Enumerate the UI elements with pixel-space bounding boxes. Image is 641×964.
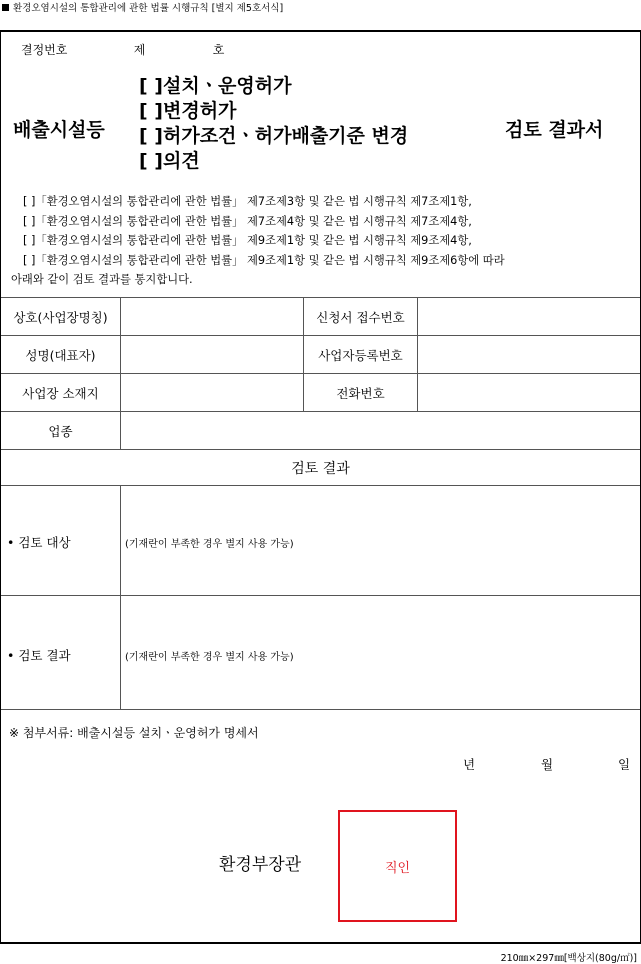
square-bullet-icon <box>2 4 9 11</box>
address-input[interactable] <box>121 374 303 411</box>
review-target-hint: (기재란이 부족한 경우 별지 사용 가능) <box>125 539 294 550</box>
caption-text: 환경오염시설의 통합관리에 관한 법률 시행규칙 [별지 제5호서식] <box>13 3 284 14</box>
company-label: 상호(사업장명칭) <box>13 309 108 325</box>
receipt-no-input[interactable] <box>418 298 640 335</box>
biz-reg-no-input[interactable] <box>418 336 640 373</box>
industry-label: 업종 <box>48 423 73 439</box>
paper-spec: 210㎜×297㎜[백상지(80g/㎡)] <box>500 953 637 964</box>
decision-number-je: 제 <box>133 43 146 57</box>
seal-box <box>338 810 457 922</box>
date-month: 월 <box>541 757 554 772</box>
title-right: 검토 결과서 <box>505 119 604 141</box>
decision-number <box>21 41 224 58</box>
phone-input[interactable] <box>418 374 640 411</box>
official-title: 환경부장관 <box>219 855 302 875</box>
receipt-no-label: 신청서 접수번호 <box>316 309 405 325</box>
title-option-install[interactable]: [ ]설치ㆍ운영허가 <box>139 75 292 97</box>
review-target-label: • 검토 대상 <box>7 535 71 550</box>
date-year: 년 <box>463 757 476 772</box>
title-options <box>139 74 408 174</box>
form-caption <box>2 0 283 14</box>
representative-input[interactable] <box>121 336 303 373</box>
attachment-note: ※ 첨부서류: 배출시설등 설치ㆍ운영허가 명세서 <box>9 726 259 740</box>
biz-reg-no-label: 사업자등록번호 <box>318 347 403 363</box>
representative-label: 성명(대표자) <box>25 347 96 363</box>
phone-label: 전화번호 <box>336 385 385 401</box>
review-result-hint: (기재란이 부족한 경우 별지 사용 가능) <box>125 652 294 663</box>
form-frame <box>0 30 641 944</box>
title-left: 배출시설등 <box>13 119 105 141</box>
title-option-opinion[interactable]: [ ]의견 <box>139 150 200 172</box>
decision-number-ho: 호 <box>212 43 225 57</box>
review-result-label: • 검토 결과 <box>7 648 71 663</box>
review-section-title: 검토 결과 <box>291 460 350 477</box>
date-day: 일 <box>618 757 631 772</box>
title-option-change[interactable]: [ ]변경허가 <box>139 100 237 122</box>
law-line[interactable]: [ ]「환경오염시설의 통합관리에 관한 법률」 제7조제4항 및 같은 법 시행규칙 제7조제4항, <box>23 214 472 228</box>
company-input[interactable] <box>121 298 303 335</box>
address-label: 사업장 소재지 <box>22 385 99 401</box>
seal-label: 직인 <box>384 860 411 876</box>
law-line[interactable]: [ ]「환경오염시설의 통합관리에 관한 법률」 제9조제1항 및 같은 법 시행규칙 제9조제4항, <box>23 234 472 248</box>
title-option-condition-change[interactable]: [ ]허가조건ㆍ허가배출기준 변경 <box>139 125 409 147</box>
decision-number-label: 결정번호 <box>21 43 68 57</box>
industry-input[interactable] <box>121 412 640 449</box>
law-line[interactable]: [ ]「환경오염시설의 통합관리에 관한 법률」 제7조제3항 및 같은 법 시행규칙 제7조제1항, <box>23 195 472 208</box>
review-result-input[interactable] <box>121 596 640 709</box>
notice-line: 아래와 같이 검토 결과를 통지합니다. <box>11 273 193 287</box>
law-basis <box>11 192 505 290</box>
divider <box>1 709 640 710</box>
law-line[interactable]: [ ]「환경오염시설의 통합관리에 관한 법률」 제9조제1항 및 같은 법 시행규칙 제9조제6항에 따라 <box>23 253 505 267</box>
review-target-input[interactable] <box>121 486 640 595</box>
